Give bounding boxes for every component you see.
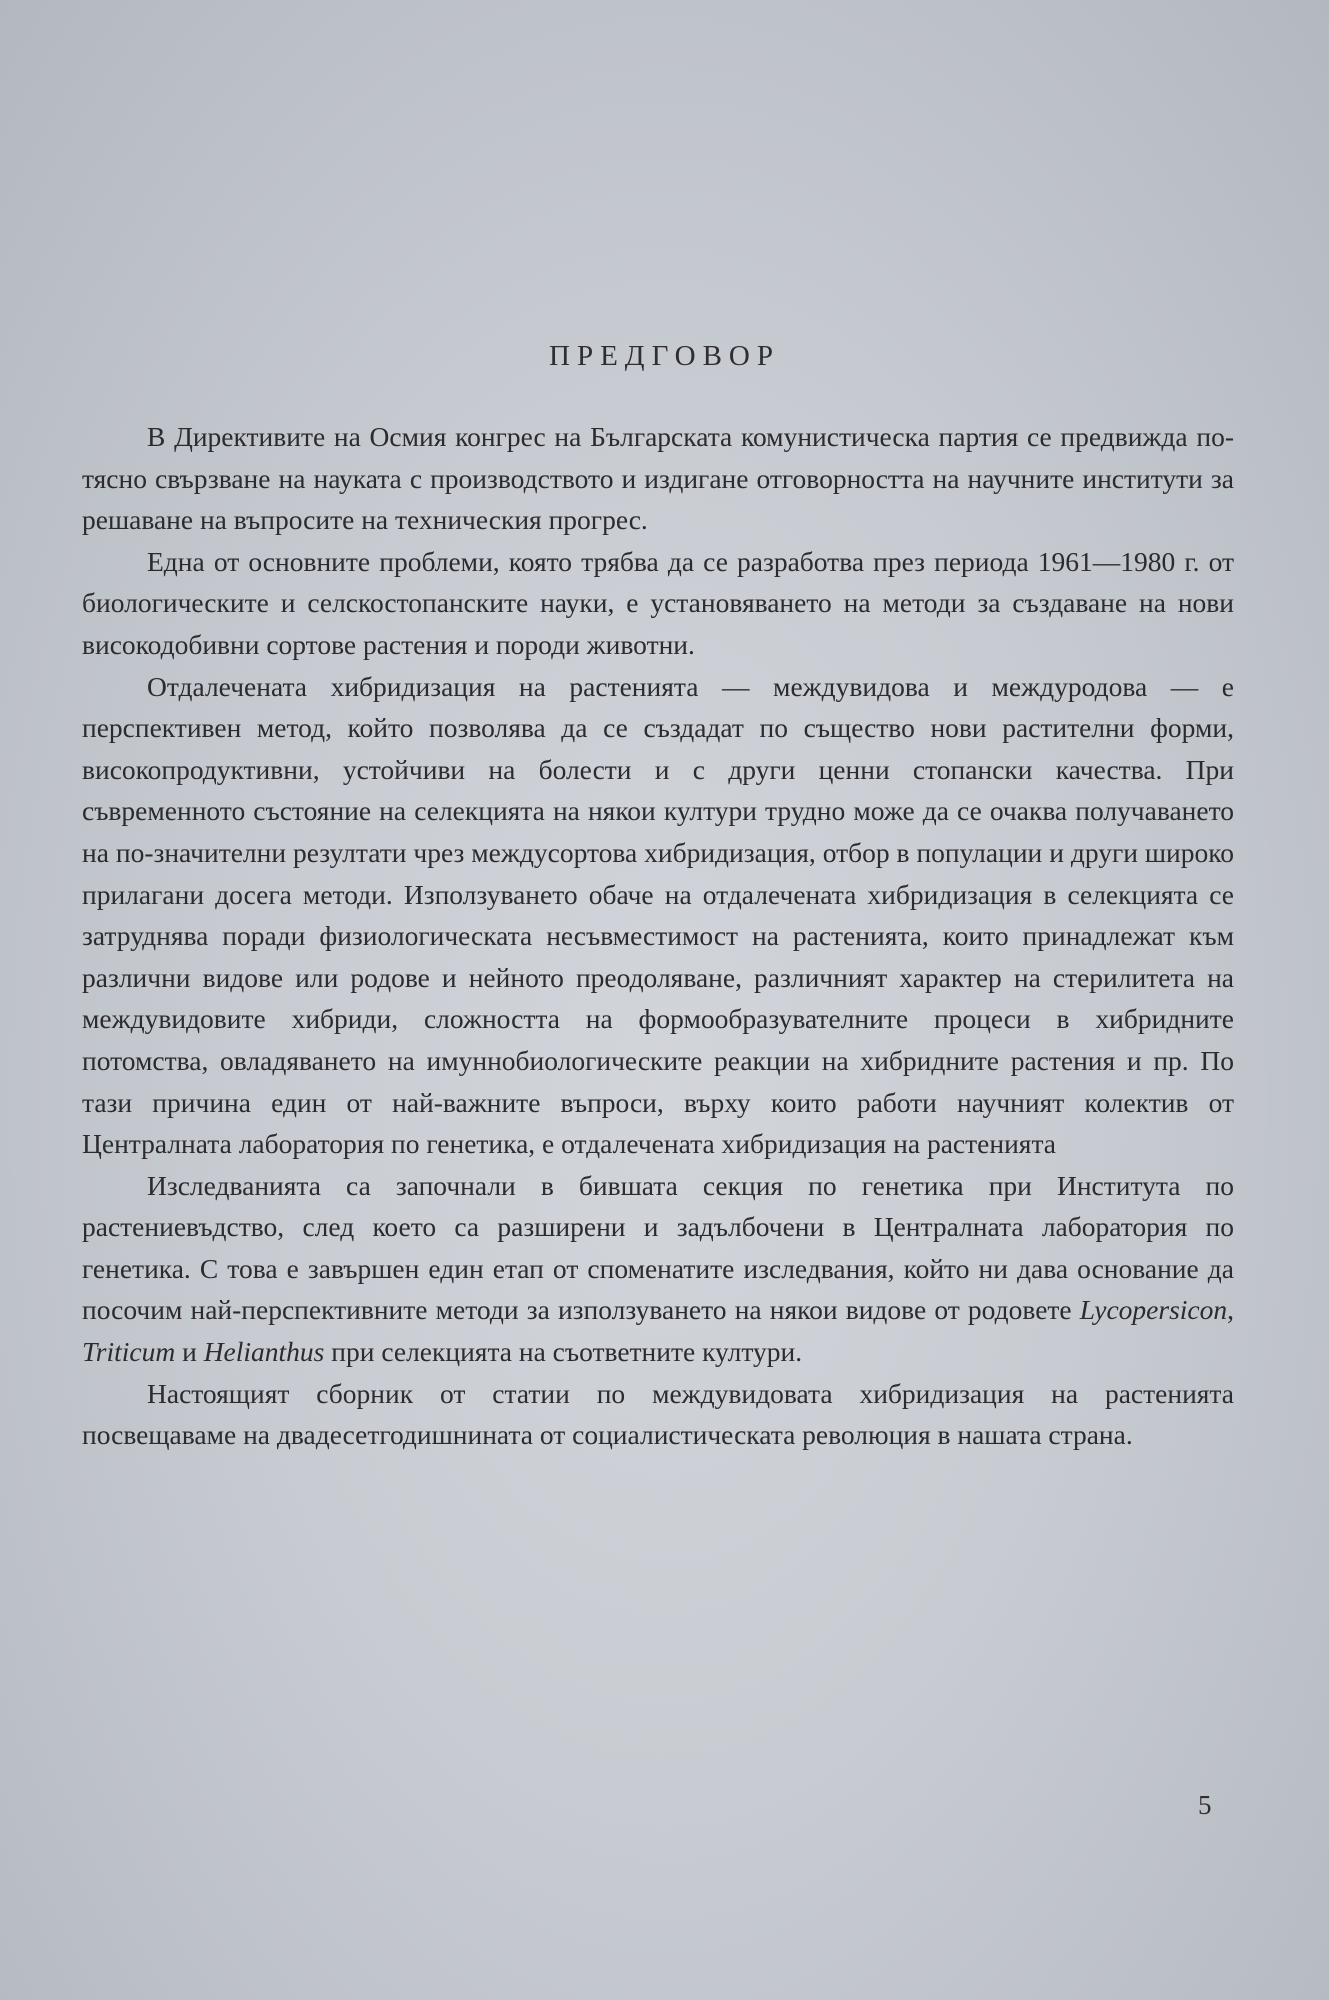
paragraph-text: при селекцията на съответните култури.	[324, 1336, 803, 1368]
separator: ,	[1227, 1294, 1234, 1326]
paragraph: Отдалечената хибридизация на растенията — междувидова и междуродова — е перспективен метод, който позволява да се създадат по същество нови растителни форми, високопродуктивни, устойчиви на болести и с други ценни стопански качества. При съвременното състояние на селекцията на някои култури трудно може да се очаква получаването на по-значителни резултати чрез междусортова хибридизация, отбор в популации и други широко прилагани досега методи. Използуването обаче на отдалечената хибридизация в селекцията се затруднява поради физиологическата несъвместимост на растенията, които принадлежат към различни видове или родове и нейното преодоляване, различният характер на стерилитета на междувидовите хибриди, сложността на формообразувателните процеси в хибридните потомства, овладяването на имуннобиологическите реакции на хибридните растения и пр. По тази причина един от най-важните въпроси, върху които работи научният колектив от Централната лаборатория по генетика, е отдалечената хибридизация на растенията	[82, 670, 1234, 1160]
separator: и	[175, 1336, 204, 1368]
genus-name: Lycopersicon	[1079, 1294, 1228, 1326]
paragraph-text: Изследванията са започнали в бившата секция по генетика при Института по растениевъдство, след което са разширени и задълбочени в Централната лаборатория по генетика. С това е завършен един етап от споменатите изследвания, който ни дава основание да посочим най-перспективните методи за използуването на някои видове от родовете	[82, 1169, 1234, 1326]
paragraph: Настоящият сборник от статии по междувидовата хибридизация на растенията посвещаваме на двадесетгодишнината от социалистическата революция в нашата страна.	[82, 1377, 1234, 1451]
page-number: 5	[1198, 1790, 1212, 1820]
preface-body	[82, 416, 1234, 1456]
page-title: ПРЕДГОВОР	[549, 340, 780, 372]
paragraph: В Директивите на Осмия конгрес на Българската комунистическа партия се предвижда по-тясно свързване на науката с производството и издигане отговорността на научните институти за решаване на въпросите на техническия прогрес.	[82, 421, 1234, 536]
genus-name: Helianthus	[203, 1336, 325, 1368]
paragraph: Една от основните проблеми, която трябва да се разработва през периода 1961—1980 г. от биологическите и селскостопанските науки, е установяването на методи за създаване на нови високодобивни сортове растения и породи животни.	[82, 545, 1234, 660]
genus-name: Triticum	[82, 1336, 176, 1368]
paragraph	[82, 1165, 1234, 1373]
